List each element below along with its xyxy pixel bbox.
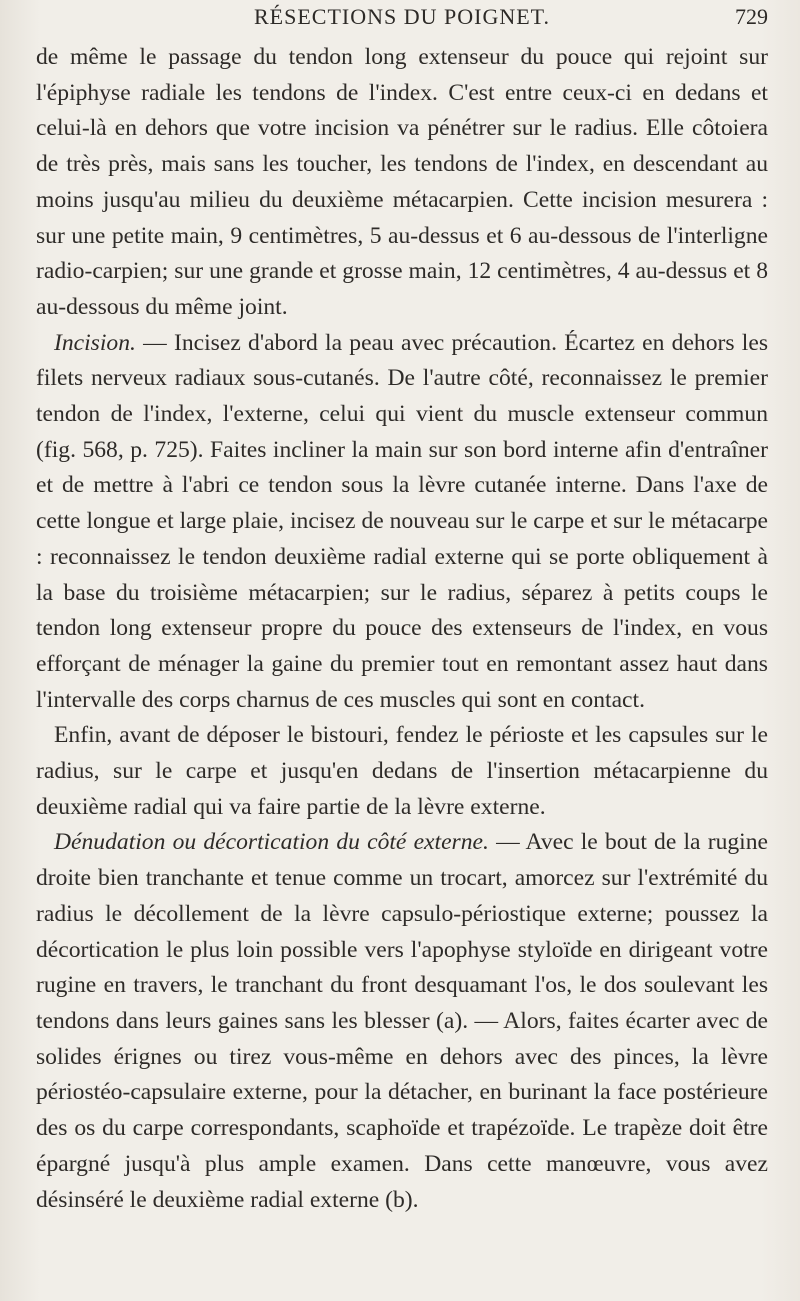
page-header [36,4,768,34]
paragraph-text: — Incisez d'abord la peau avec précaution. Écartez en dehors les filets nerveux radiaux sous-cutanés. De l'autre côté, reconnaissez le premier tendon de l'index, l'externe, celui qui vient du muscle extenseur commun (fig. 568, p. 725). Faites incliner la main sur son bord interne afin d'entraîner et de mettre à l'abri ce tendon sous la lèvre cutanée interne. Dans l'axe de cette longue et large plaie, incisez de nouveau sur le carpe et sur le métacarpe : reconnaissez le tendon deuxième radial externe qui se porte obliquement à la base du troisième métacarpien; sur le radius, séparez à petits coups le tendon long extenseur propre du pouce des extenseurs de l'index, en vous efforçant de ménager la gaine du premier tout en remontant assez haut dans l'intervalle des corps charnus de ces muscles qui sont en contact. [36,329,768,713]
paragraph-incision [36,326,768,719]
body-text [36,40,768,1218]
section-heading-denudation: Dénudation ou décortication du côté externe. [54,829,489,856]
paragraph-continuation [36,40,768,326]
running-head: RÉSECTIONS DU POIGNET. [254,4,550,29]
paragraph-text: — Avec le bout de la rugine droite bien tranchante et tenue comme un trocart, amorcez sur l'extrémité du radius le décollement de la lèvre capsulo-périostique externe; poussez la décortication le plus loin possible vers l'apophyse styloïde en dirigeant votre rugine en travers, le tranchant du front desquamant l'os, le dos soulevant les tendons dans leurs gaines sans les blesser (a). — Alors, faites écarter avec de solides érignes ou tirez vous-même en dehors avec des pinces, la lèvre périostéo-capsulaire externe, pour la détacher, en burinant la face postérieure des os du carpe correspondants, scaphoïde et trapézoïde. Le trapèze doit être épargné jusqu'à plus ample examen. Dans cette manœuvre, vous avez désinséré le deuxième radial externe (b). [36,829,768,1213]
paragraph-text: de même le passage du tendon long extenseur du pouce qui rejoint sur l'épiphyse radiale les tendons de l'index. C'est entre ceux-ci en dedans et celui-là en dehors que votre incision va pénétrer sur le radius. Elle côtoiera de très près, mais sans les toucher, les tendons de l'index, en descendant au moins jusqu'au milieu du deuxième métacarpien. Cette incision mesurera : sur une petite main, 9 centimètres, 5 au-dessus et 6 au-dessous de l'interligne radio-carpien; sur une grande et grosse main, 12 centimètres, 4 au-dessus et 8 au-dessous du même joint. [36,44,768,320]
paragraph-denudation [36,825,768,1218]
page-number: 729 [735,4,768,29]
paragraph-enfin [36,718,768,825]
paragraph-text: Enfin, avant de déposer le bistouri, fendez le périoste et les capsules sur le radius, sur le carpe et jusqu'en dedans de l'insertion métacarpienne du deuxième radial qui va faire partie de la lèvre externe. [36,722,768,820]
section-heading-incision: Incision. [54,329,136,356]
